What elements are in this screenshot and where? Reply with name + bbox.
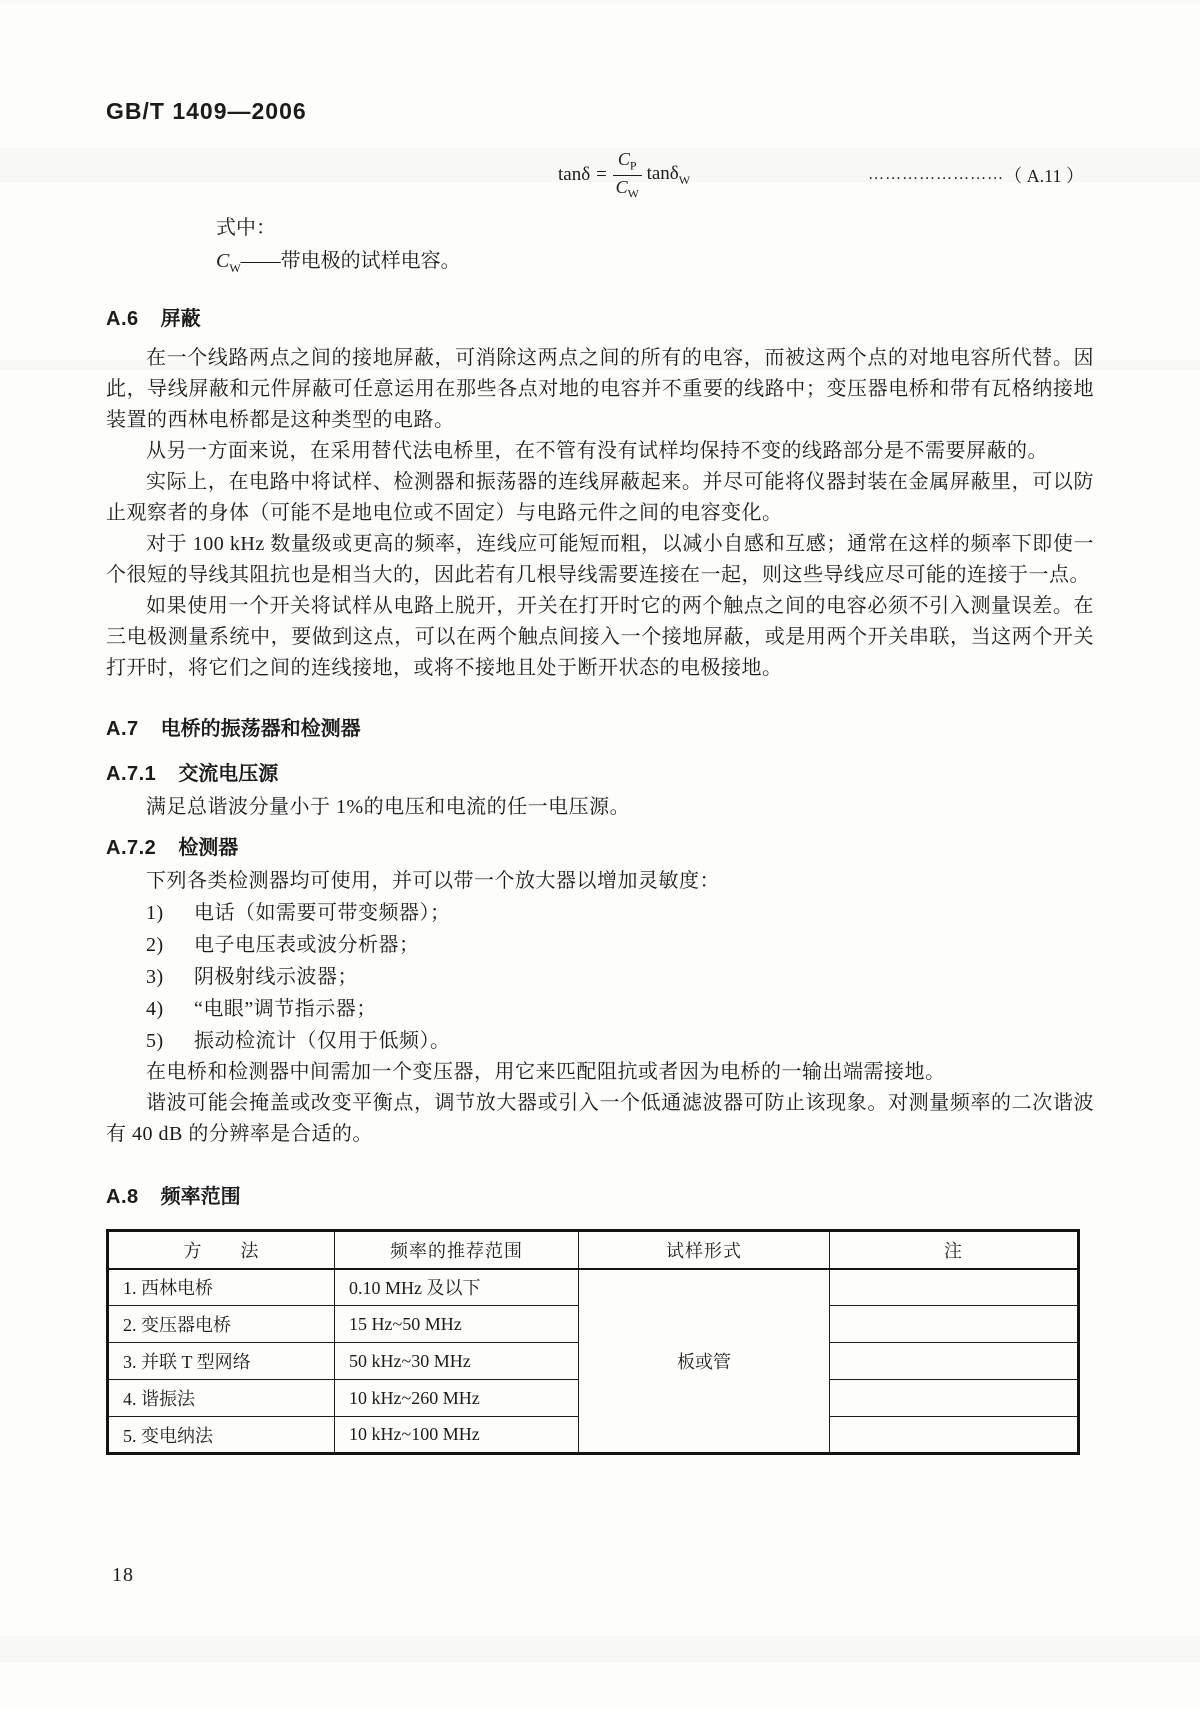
list-item-text: 阴极射线示波器； — [194, 966, 358, 988]
paragraph: 满足总谐波分量小于 1%的电压和电流的任一电压源。 — [146, 796, 631, 818]
section-number: A.6 — [106, 308, 139, 330]
equals-sign: = — [596, 164, 607, 185]
definition-dash: —— — [240, 250, 281, 272]
list-item-text: “电眼”调节指示器； — [194, 998, 377, 1020]
paragraph: 下列各类检测器均可使用，并可以带一个放大器以增加灵敏度： — [146, 870, 720, 892]
section-title: 检测器 — [178, 837, 239, 859]
note-empty-cell — [830, 1306, 1079, 1343]
symbol-cw: C — [216, 250, 230, 272]
column-header-note: 注 — [830, 1231, 1079, 1269]
range-cell: 10 kHz~260 MHz — [335, 1380, 579, 1417]
paragraph: 谐波可能会掩盖或改变平衡点，调节放大器或引入一个低通滤波器可防止该现象。对测量频率的二次谐波有 40 dB 的分辨率是合适的。 — [106, 1092, 1094, 1145]
fraction-denominator — [613, 176, 642, 201]
symbol-cw: C — [615, 176, 628, 197]
formula-lhs: tanδ — [558, 164, 591, 185]
method-cell: 3. 并联 T 型网络 — [108, 1343, 335, 1380]
list-item-number: 3) — [146, 966, 164, 988]
section-heading-a7 — [106, 712, 1094, 741]
section-heading-a8 — [106, 1180, 1094, 1209]
table-header-row — [108, 1231, 1079, 1269]
section-heading-a71 — [106, 757, 1094, 786]
paragraph: 在电桥和检测器中间需加一个变压器，用它来匹配阻抗或者因为电桥的一输出端需接地。 — [146, 1061, 946, 1083]
table-row — [108, 1269, 1079, 1306]
range-cell: 10 kHz~100 MHz — [335, 1417, 579, 1454]
specimen-form-cell: 板或管 — [579, 1269, 830, 1454]
where-clause-definition — [216, 244, 1094, 276]
section-a6-body — [106, 343, 1094, 684]
subscript: W — [678, 172, 691, 187]
note-empty-cell — [830, 1269, 1079, 1306]
list-item-text: 电话（如需要可带变频器）； — [194, 902, 451, 924]
method-cell: 5. 变电纳法 — [108, 1417, 335, 1454]
list-item — [106, 1025, 1094, 1057]
list-item — [106, 897, 1094, 929]
section-title: 屏蔽 — [160, 308, 201, 330]
section-heading-a72 — [106, 831, 1094, 860]
list-item-number: 2) — [146, 934, 164, 956]
where-clause-label: 式中： — [216, 217, 276, 239]
standard-number-header: GB/T 1409—2006 — [106, 98, 307, 124]
method-cell: 2. 变压器电桥 — [108, 1306, 335, 1343]
list-item-number: 4) — [146, 998, 164, 1020]
formula-a11 — [558, 149, 690, 201]
range-cell: 15 Hz~50 MHz — [335, 1306, 579, 1343]
range-cell: 0.10 MHz 及以下 — [335, 1269, 579, 1306]
list-item-number: 5) — [146, 1030, 164, 1052]
paragraph: 在一个线路两点之间的接地屏蔽，可消除这两点之间的所有的电容，而被这两个点的对地电容所代替。因此，导线屏蔽和元件屏蔽可任意运用在那些各点对地的电容并不重要的线路中；变压器电桥和带有瓦格纳接地装置的西林电桥都是这种类型的电路。 — [106, 347, 1094, 431]
paragraph: 实际上，在电路中将试样、检测器和振荡器的连线屏蔽起来。并尽可能将仪器封装在金属屏蔽里，可以防止观察者的身体（可能不是地电位或不固定）与电路元件之间的电容变化。 — [106, 471, 1094, 524]
frequency-range-table — [106, 1229, 1080, 1455]
formula-reference-label: （ A.11 ） — [1004, 166, 1084, 186]
method-cell: 4. 谐振法 — [108, 1380, 335, 1417]
scan-artifact-band — [0, 1636, 1200, 1662]
note-empty-cell — [830, 1417, 1079, 1454]
page-number: 18 — [112, 1564, 134, 1586]
paragraph: 从另一方面来说，在采用替代法电桥里，在不管有没有试样均保持不变的线路部分是不需要屏蔽的。 — [146, 440, 1048, 462]
column-header-frequency-range: 频率的推荐范围 — [335, 1231, 579, 1269]
section-number: A.7 — [106, 718, 139, 740]
formula-a11-row — [106, 149, 1094, 201]
subscript: P — [629, 158, 637, 173]
list-item-text: 振动检流计（仅用于低频）。 — [194, 1030, 451, 1052]
subscript: W — [627, 186, 639, 201]
section-title: 交流电压源 — [178, 763, 279, 785]
formula-fraction — [613, 149, 642, 201]
list-item — [106, 961, 1094, 993]
paragraph: 对于 100 kHz 数量级或更高的频率，连线应可能短而粗，以减小自感和互感；通常在这样的频率下即使一个很短的导线其阻抗也是相当大的，因此若有几根导线需要连接在一起，则这些导线应尽可能的连接于一点。 — [106, 533, 1094, 586]
dotted-leader: …………………… — [868, 166, 1005, 183]
method-cell: 1. 西林电桥 — [108, 1269, 335, 1306]
detector-list — [106, 897, 1094, 1057]
column-header-specimen-form: 试样形式 — [579, 1231, 830, 1269]
list-item-number: 1) — [146, 902, 164, 924]
section-title: 频率范围 — [160, 1186, 241, 1208]
paragraph: 如果使用一个开关将试样从电路上脱开，开关在打开时它的两个触点之间的电容必须不引入测量误差。在三电极测量系统中，要做到这点，可以在两个触点间接入一个接地屏蔽，或是用两个开关串联，当这两个开关打开时，将它们之间的连线接地，或将不接地且处于断开状态的电极接地。 — [106, 595, 1094, 679]
column-header-method: 方 法 — [108, 1231, 335, 1269]
definition-text: 带电极的试样电容。 — [280, 250, 461, 272]
note-empty-cell — [830, 1380, 1079, 1417]
fraction-numerator — [613, 149, 642, 175]
formula-rhs — [647, 163, 691, 188]
section-number: A.8 — [106, 1186, 139, 1208]
note-empty-cell — [830, 1343, 1079, 1380]
list-item — [106, 929, 1094, 961]
section-heading-a6 — [106, 302, 1094, 331]
rhs-base: tanδ — [646, 162, 679, 184]
section-title: 电桥的振荡器和检测器 — [160, 718, 361, 740]
symbol-cp: C — [617, 149, 630, 170]
list-item-text: 电子电压表或波分析器； — [194, 934, 420, 956]
section-number: A.7.2 — [106, 837, 157, 859]
list-item — [106, 993, 1094, 1025]
section-number: A.7.1 — [106, 763, 157, 785]
subscript: W — [229, 261, 241, 275]
range-cell: 50 kHz~30 MHz — [335, 1343, 579, 1380]
